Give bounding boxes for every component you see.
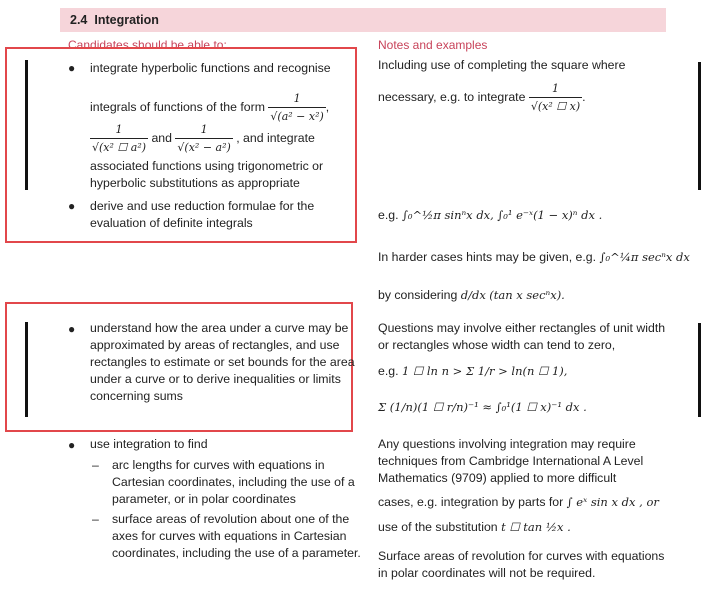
integral-sec-power: ∫₀^¼π secⁿx dx xyxy=(599,250,690,264)
substitution-expression: t ☐ tan ½x . xyxy=(501,520,571,534)
derivative-operator: d/dx xyxy=(460,288,486,302)
change-bar-left-1 xyxy=(25,60,28,190)
outcome-2-line-2: evaluation of definite integrals xyxy=(90,216,253,230)
right-column-heading: Notes and examples xyxy=(378,38,488,52)
note-3: In harder cases hints may be given, e.g. ∫₀^¼π secⁿx dx xyxy=(378,250,690,264)
note-2: e.g. ∫₀^½π sinⁿx dx, ∫₀¹ e⁻ˣ(1 − x)ⁿ dx . xyxy=(378,208,603,222)
section-title: 2.4 Integration xyxy=(70,13,159,27)
dash-icon: – xyxy=(92,512,99,526)
outcome-3-line-5: concerning sums xyxy=(90,389,183,403)
note-6-line-1: Any questions involving integration may require xyxy=(378,437,636,451)
inequality-sum-integral: Σ (1/n)(1 ☐ r/n)⁻¹ ≈ ∫₀¹(1 ☐ x)⁻¹ dx . xyxy=(378,400,587,414)
note-1-line-1: Including use of completing the square where xyxy=(378,58,626,72)
outcome-4-line-1: use integration to find xyxy=(90,437,208,451)
note-6-line-5: use of the substitution t ☐ tan ½x . xyxy=(378,520,571,534)
integral-exp-sin: ∫ eˣ sin x dx , or xyxy=(566,495,659,509)
outcome-1-line-2: integrals of functions of the form $\frac{1}{\text{√(a² − x²)}}$ , xyxy=(90,92,330,123)
note-5-line-2: or rectangles whose width can tend to zero, xyxy=(378,338,616,352)
tan-sec-expression: (tan x secⁿx). xyxy=(489,288,565,302)
note-6-line-3: Mathematics (9709) applied to more difficult xyxy=(378,471,617,485)
bullet-icon: ● xyxy=(68,61,76,75)
note-1-line-2: necessary, e.g. to integrate $\frac{1}{\text{√(x² ☐ x)}}$ . xyxy=(378,82,586,113)
fraction-1-over-sqrt-x2-minus-a2: $\frac{1}{\text{√(x² − a²)}}$ xyxy=(177,123,231,154)
outcome-3-line-2: approximated by areas of rectangles, and use xyxy=(90,338,340,352)
fraction-1-over-sqrt-a2-x2: $\frac{1}{\text{√(a² − x²)}}$ xyxy=(270,92,324,123)
dash-icon: – xyxy=(92,458,99,472)
outcome-4-sub2-line-3: coordinates, including the use of a parameter. xyxy=(112,546,361,560)
outcome-4-sub2-line-2: axes for curves with equations in Cartesian xyxy=(112,529,347,543)
note-7-line-2: in polar coordinates will not be required. xyxy=(378,566,596,580)
note-5-line-1: Questions may involve either rectangles of unit width xyxy=(378,321,666,335)
integral-sin-power: ∫₀^½π sinⁿx dx, xyxy=(401,208,494,222)
fraction-1-over-sqrt-x2-x: $\frac{1}{\text{√(x² ☐ x)}}$ xyxy=(530,82,581,113)
fraction-1-over-sqrt-x2-a2: $\frac{1}{\text{√(x² ☐ a²)}}$ xyxy=(92,123,147,154)
inequality-ln: 1 ☐ ln n > Σ 1/r > ln(n ☐ 1), xyxy=(401,364,568,378)
section-header xyxy=(60,8,666,32)
change-bar-right-1 xyxy=(698,62,701,190)
outcome-4-sub1-line-3: parameter, or in polar coordinates xyxy=(112,492,296,506)
bullet-icon: ● xyxy=(68,322,76,336)
note-6-line-4: cases, e.g. integration by parts for ∫ eˣ sin x dx , or xyxy=(378,495,659,509)
outcome-1-line-4: associated functions using trigonometric or xyxy=(90,159,324,173)
bullet-icon: ● xyxy=(68,199,76,213)
outcome-4-sub1-line-1: arc lengths for curves with equations in xyxy=(112,458,325,472)
note-5-example-1: e.g. 1 ☐ ln n > Σ 1/r > ln(n ☐ 1), xyxy=(378,364,568,378)
outcome-4-sub2-line-1: surface areas of revolution about one of the xyxy=(112,512,350,526)
outcome-3-line-4: under a curve or to derive inequalities or limits xyxy=(90,372,341,386)
note-4: by considering d/dx (tan x secⁿx). xyxy=(378,288,565,302)
change-bar-right-2 xyxy=(698,323,701,417)
change-bar-left-2 xyxy=(25,322,28,417)
note-7-line-1: Surface areas of revolution for curves with equations xyxy=(378,549,665,563)
outcome-1-line-1: integrate hyperbolic functions and recognise xyxy=(90,61,331,75)
left-column-heading: Candidates should be able to: xyxy=(68,38,227,52)
note-6-line-2: techniques from Cambridge International A Level xyxy=(378,454,644,468)
outcome-2-line-1: derive and use reduction formulae for the xyxy=(90,199,315,213)
integral-exp: ∫₀¹ e⁻ˣ(1 − x)ⁿ dx . xyxy=(497,208,603,222)
outcome-1-line-3: $\frac{1}{\text{√(x² ☐ a²)}}$ and $\frac{1}{\text{√(x² − a²)}}$ , and integrate xyxy=(92,123,315,154)
outcome-3-line-1: understand how the area under a curve may be xyxy=(90,321,349,335)
outcome-1-line-5: hyperbolic substitutions as appropriate xyxy=(90,176,300,190)
bullet-icon: ● xyxy=(68,438,76,452)
outcome-3-line-3: rectangles to estimate or set bounds for the area xyxy=(90,355,355,369)
outcome-4-sub1-line-2: Cartesian coordinates, including the use of a xyxy=(112,475,355,489)
